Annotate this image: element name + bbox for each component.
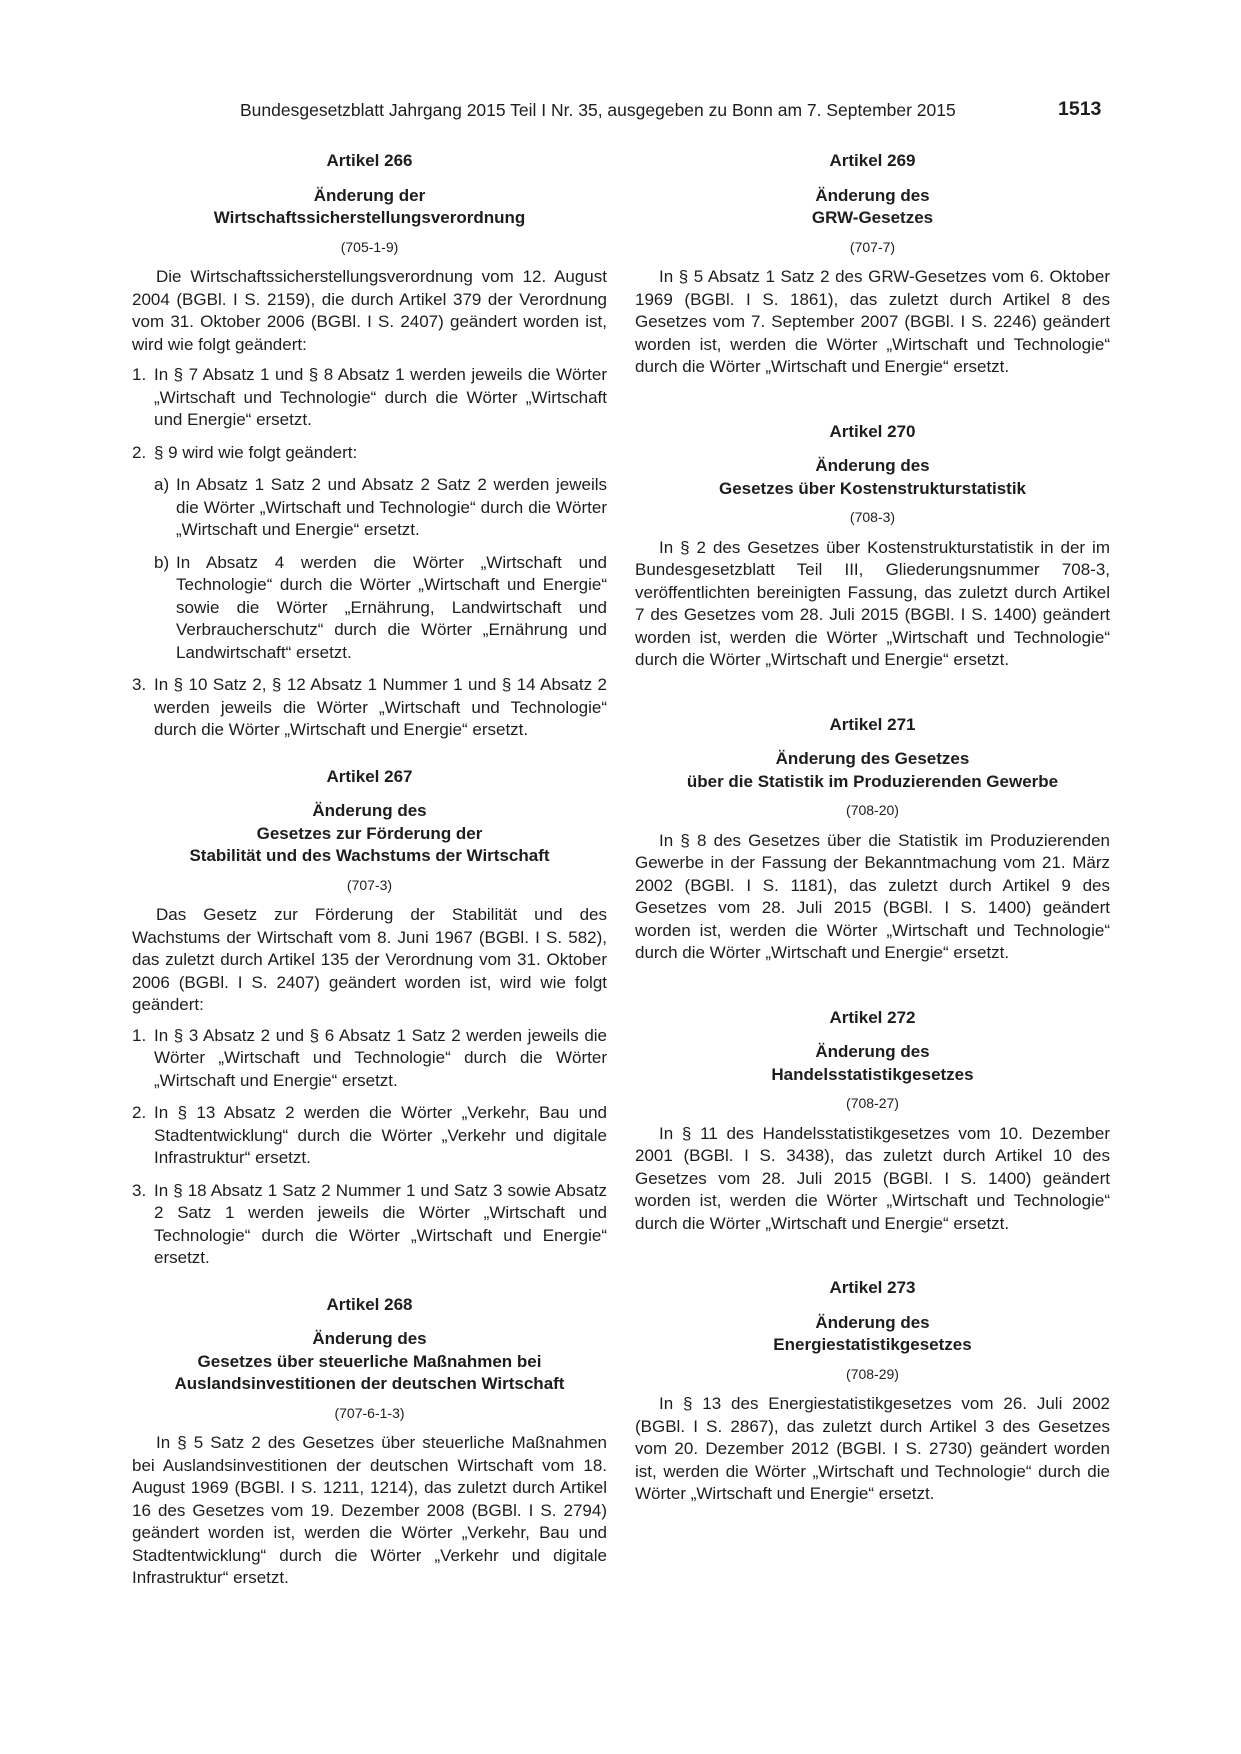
article-body: In § 2 des Gesetzes über Kostenstrukturstatistik in der im Bundesgesetzblatt Teil III, Gliederungsnummer 708-3, veröffentlichten bereinigten Fassung, das zuletzt durch Artikel 7 des Gesetzes vom 28. Juli 2015 (BGBl. I S. 1400) geändert worden ist, werden die Wörter „Wirtschaft und Technologie“ durch die Wörter „Wirtschaft und Energie“ ersetzt.	[635, 537, 1110, 669]
article-heading: Änderung des Handelsstatistikgesetzes	[771, 1042, 974, 1084]
sub-item-letter: a)	[154, 475, 170, 494]
article-number: Artikel 272	[829, 1007, 916, 1027]
article-272	[635, 1007, 1110, 1236]
list-item	[132, 442, 607, 465]
article-heading: Änderung des Gesetzes über steuerliche Maßnahmen bei Auslandsinvestitionen der deutschen Wirtschaft	[174, 1329, 565, 1393]
article-body: In § 11 des Handelsstatistikgesetzes vom 10. Dezember 2001 (BGBl. I S. 3438), das zuletzt durch Artikel 10 des Gesetzes vom 28. Juli 2015 (BGBl. I S. 1400) geändert worden ist, werden die Wörter „Wirtschaft und Technologie“ durch die Wörter „Wirtschaft und Energie“ ersetzt.	[635, 1123, 1110, 1233]
running-head: Bundesgesetzblatt Jahrgang 2015 Teil I Nr. 35, ausgegeben zu Bonn am 7. September 2015	[240, 100, 956, 120]
item-text: In § 18 Absatz 1 Satz 2 Nummer 1 und Satz 3 sowie Absatz 2 Satz 1 werden jeweils die Wörter „Wirtschaft und Technologie“ durch die Wörter „Wirtschaft und Energie“ ersetzt.	[154, 1180, 607, 1267]
item-text: In § 13 Absatz 2 werden die Wörter „Verkehr, Bau und Stadtentwicklung“ durch die Wörter „Verkehr und digitale Infrastruktur“ ersetzt.	[154, 1103, 607, 1167]
article-number: Artikel 270	[829, 421, 916, 441]
article-267	[132, 766, 607, 1270]
list-item	[132, 1025, 607, 1093]
classification-number: (705-1-9)	[340, 238, 399, 255]
article-heading: Änderung des Gesetzes über die Statistik im Produzierenden Gewerbe	[686, 749, 1059, 791]
sub-item-text: In Absatz 1 Satz 2 und Absatz 2 Satz 2 werden jeweils die Wörter „Wirtschaft und Technologie“ durch die Wörter „Wirtschaft und Energie“ ersetzt.	[176, 475, 607, 539]
classification-number: (708-3)	[849, 509, 896, 525]
article-body: In § 8 des Gesetzes über die Statistik im Produzierenden Gewerbe in der Fassung der Bekanntmachung vom 21. März 2002 (BGBl. I S. 1181), das zuletzt durch Artikel 9 des Gesetzes vom 28. Juli 2015 (BGBl. I S. 1400) geändert worden ist, werden die Wörter „Wirtschaft und Technologie“ durch die Wörter „Wirtschaft und Energie“ ersetzt.	[635, 830, 1110, 962]
article-body: In § 5 Satz 2 des Gesetzes über steuerliche Maßnahmen bei Auslandsinvestitionen der deutschen Wirtschaft vom 18. August 1969 (BGBl. I S. 1211, 1214), das zuletzt durch Artikel 16 des Gesetzes vom 19. Dezember 2008 (BGBl. I S. 2794) geändert worden ist, werden die Wörter „Verkehr, Bau und Stadtentwicklung“ durch die Wörter „Verkehr und digitale Infrastruktur“ ersetzt.	[132, 1433, 607, 1587]
article-number: Artikel 271	[829, 714, 916, 734]
sub-item	[154, 552, 607, 665]
sub-item-letter: b)	[154, 552, 170, 572]
article-271	[635, 714, 1110, 965]
item-number: 2.	[132, 442, 147, 462]
item-number: 1.	[132, 365, 147, 384]
article-number: Artikel 268	[326, 1294, 413, 1314]
article-number: Artikel 266	[326, 151, 413, 170]
right-column	[635, 150, 1110, 1514]
article-266	[132, 150, 607, 742]
list-item	[132, 1102, 607, 1170]
list-item	[132, 1180, 607, 1270]
item-number: 3.	[132, 1180, 147, 1200]
sub-item	[154, 474, 607, 542]
article-heading: Änderung des Gesetzes zur Förderung der Stabilität und des Wachstums der Wirtschaft	[189, 801, 550, 865]
classification-number: (708-27)	[846, 1095, 899, 1111]
classification-number: (707-7)	[849, 238, 896, 255]
classification-number: (708-29)	[846, 1365, 899, 1382]
article-intro: Das Gesetz zur Förderung der Stabilität und des Wachstums der Wirtschaft vom 8. Juni 1967 (BGBl. I S. 582), das zuletzt durch Artikel 135 der Verordnung vom 31. Oktober 2006 (BGBl. I S. 2407) geändert worden ist, wird wie folgt geändert:	[132, 905, 607, 1014]
item-text: § 9 wird wie folgt geändert:	[154, 442, 358, 462]
sub-item-text: In Absatz 4 werden die Wörter „Wirtschaft und Technologie“ durch die Wörter „Wirtschaft und Energie“ sowie die Wörter „Ernährung, Landwirtschaft und Verbraucherschutz“ durch die Wörter „Ernährung und Landwirtschaft“ ersetzt.	[176, 552, 607, 662]
article-number: Artikel 273	[829, 1278, 916, 1297]
item-text: In § 7 Absatz 1 und § 8 Absatz 1 werden jeweils die Wörter „Wirtschaft und Technologie“ durch die Wörter „Wirtschaft und Energie“ ersetzt.	[154, 365, 607, 429]
article-heading: Änderung des Energiestatistikgesetzes	[773, 1312, 972, 1354]
item-number: 3.	[132, 675, 147, 694]
classification-number: (707-6-1-3)	[334, 1404, 405, 1421]
item-text: In § 10 Satz 2, § 12 Absatz 1 Nummer 1 und § 14 Absatz 2 werden jeweils die Wörter „Wirtschaft und Technologie“ durch die Wörter „Wirtschaft und Energie“ ersetzt.	[154, 675, 607, 739]
article-273	[635, 1277, 1110, 1506]
article-heading: Änderung des Gesetzes über Kostenstrukturstatistik	[718, 456, 1027, 498]
article-body: In § 5 Absatz 1 Satz 2 des GRW-Gesetzes vom 6. Oktober 1969 (BGBl. I S. 1861), das zuletzt durch Artikel 8 des Gesetzes vom 7. September 2007 (BGBl. I S. 2246) geändert worden ist, werden die Wörter „Wirtschaft und Technologie“ durch die Wörter „Wirtschaft und Energie“ ersetzt.	[635, 267, 1110, 376]
article-heading: Änderung des GRW-Gesetzes	[811, 185, 934, 227]
page-number: 1513	[1058, 98, 1102, 120]
list-item	[132, 364, 607, 432]
article-heading: Änderung der Wirtschaftssicherstellungsverordnung	[213, 185, 526, 227]
item-text: In § 3 Absatz 2 und § 6 Absatz 1 Satz 2 werden jeweils die Wörter „Wirtschaft und Technologie“ durch die Wörter „Wirtschaft und Energie“ ersetzt.	[154, 1025, 607, 1090]
classification-number: (707-3)	[346, 876, 393, 893]
classification-number: (708-20)	[846, 802, 899, 818]
item-number: 1.	[132, 1025, 147, 1045]
item-number: 2.	[132, 1103, 147, 1122]
article-268	[132, 1294, 607, 1590]
article-body: In § 13 des Energiestatistikgesetzes vom 26. Juli 2002 (BGBl. I S. 2867), das zuletzt durch Artikel 3 des Gesetzes vom 20. Dezember 2012 (BGBl. I S. 2730) geändert worden ist, werden die Wörter „Wirtschaft und Technologie“ durch die Wörter „Wirtschaft und Energie“ ersetzt.	[635, 1394, 1110, 1503]
article-number: Artikel 269	[829, 151, 916, 170]
article-270	[635, 421, 1110, 672]
left-column	[132, 150, 607, 1598]
article-number: Artikel 267	[326, 766, 413, 786]
list-item	[132, 674, 607, 742]
article-intro: Die Wirtschaftssicherstellungsverordnung vom 12. August 2004 (BGBl. I S. 2159), die durch Artikel 379 der Verordnung vom 31. Oktober 2006 (BGBl. I S. 2407) geändert worden ist, wird wie folgt geändert:	[132, 267, 607, 354]
article-269	[635, 150, 1110, 379]
